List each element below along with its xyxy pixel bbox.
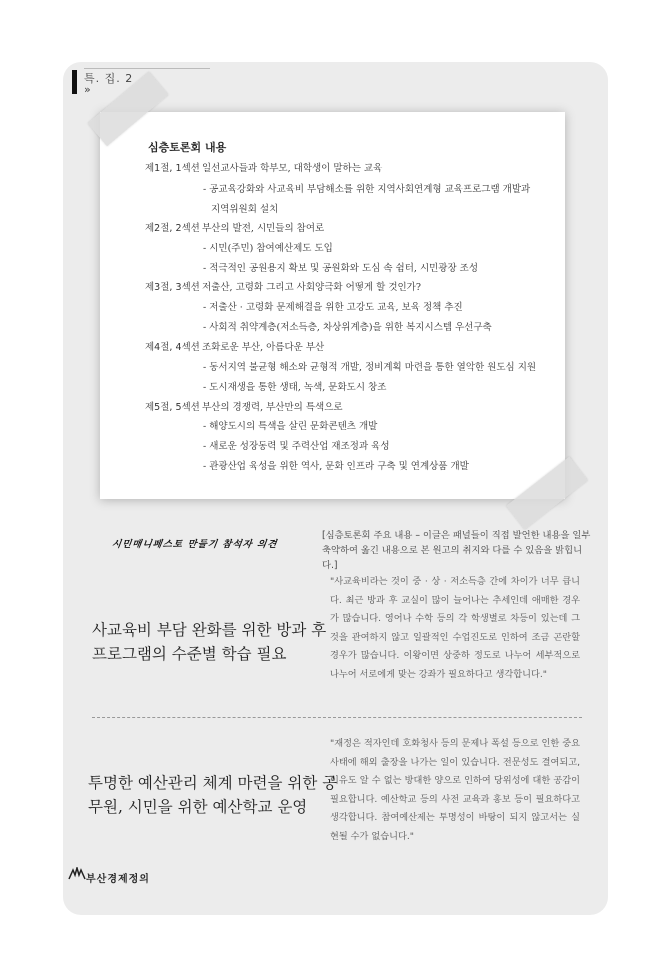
opinion-quote: "재정은 적자인데 호화청사 등의 문제나 폭설 등으로 인한 중요사태에 해외 출장을 나가는 일이 있습니다. 전문성도 결여되고, 이유도 알 수 없는 방대한 양으로 인하여 당위성에 대한 공감이 필요합니다. 예산학교 등의 사전 교육과 홍보 등이 필요하다고 생각합니다. 참여예산제는 투명성이 바탕이 되지 않고서는 실현될 수가 없습니다." — [330, 738, 580, 842]
opinion-headline: 투명한 예산관리 체계 마련을 위한 공무원, 시민을 위한 예산학교 운영 — [88, 774, 338, 816]
opinion-quote: "사교육비라는 것이 중 · 상 · 저소득층 간에 차이가 너무 큽니다. 최근 방과 후 교실이 많이 늘어나는 추세인데 애매한 경우가 많습니다. 영어나 수학 등의 각 학생별로 차등이 있는데 그것을 관여하지 않고 일괄적인 수업진도로 인하여 조금 곤란할 경우가 많습니다. 이왕이면 상중하 정도로 나누어 세부적으로 나누어 서로에게 맞는 강좌가 필요하다고 생각합니다." — [330, 576, 580, 680]
opinions-banner: 시민매니페스토 만들기 참석자 의견 — [111, 539, 279, 550]
session-item: - 해양도시의 특색을 살린 문화콘텐츠 개발 — [203, 421, 378, 432]
session-topic: 부산의 발전, 시민들의 참여로 — [202, 223, 325, 234]
session-topic: 부산의 경쟁력, 부산만의 특색으로 — [202, 402, 343, 413]
wave-crest-icon — [68, 867, 86, 885]
session-item: - 적극적인 공원용지 확보 및 공원화와 도심 속 쉼터, 시민광장 조성 — [203, 263, 479, 274]
publication-name: 부산경제정의 — [86, 874, 150, 885]
session-label: 제1절, 1섹션 — [145, 163, 200, 174]
session-topic: 조화로운 부산, 아름다운 부산 — [202, 342, 325, 353]
session-item: - 관광산업 육성을 위한 역사, 문화 인프라 구축 및 연계상품 개발 — [203, 461, 469, 472]
session-label: 제2절, 2섹션 — [145, 223, 200, 234]
session-item: - 새로운 성장동력 및 주력산업 재조정과 육성 — [203, 441, 390, 452]
session-item: - 동서지역 불균형 해소와 균형적 개발, 정비계획 마련을 통한 열악한 원도심 지원 — [203, 362, 537, 373]
dashed-divider — [92, 717, 582, 718]
session-item: - 도시재생을 통한 생태, 녹색, 문화도시 창조 — [203, 382, 387, 393]
session-item: - 공교육강화와 사교육비 부담해소를 위한 지역사회연계형 교육프로그램 개발과 — [203, 184, 531, 195]
section-rule — [84, 68, 210, 69]
session-topic: 저출산, 고령화 그리고 사회양극화 어떻게 할 것인가? — [202, 282, 421, 293]
section-label: 특. 집. 2 — [84, 72, 134, 85]
agenda-title: 심층토론회 내용 — [148, 141, 227, 154]
section-marker — [72, 70, 77, 94]
editor-note: [심층토론회 주요 내용 – 이글은 패널들이 직접 발언한 내용을 일부 축약하여 옮긴 내용으로 본 원고의 취지와 다를 수 있음을 밝힙니다.] — [322, 530, 591, 571]
session-label: 제5절, 5섹션 — [145, 402, 200, 413]
section-arrow: » — [84, 83, 91, 96]
session-item: - 시민(주민) 참여예산제도 도입 — [203, 243, 333, 254]
session-item: - 저출산 · 고령화 문제해결을 위한 고강도 교육, 보육 정책 추진 — [203, 302, 463, 313]
session-topic: 일선교사들과 학부모, 대학생이 말하는 교육 — [202, 163, 383, 174]
session-item: 지역위원회 설치 — [211, 204, 279, 215]
session-item: - 사회적 취약계층(저소득층, 차상위계층)을 위한 복지시스템 우선구축 — [203, 322, 492, 333]
session-label: 제4절, 4섹션 — [145, 342, 200, 353]
opinion-headline: 사교육비 부담 완화를 위한 방과 후 프로그램의 수준별 학습 필요 — [92, 621, 327, 663]
session-label: 제3절, 3섹션 — [145, 282, 200, 293]
